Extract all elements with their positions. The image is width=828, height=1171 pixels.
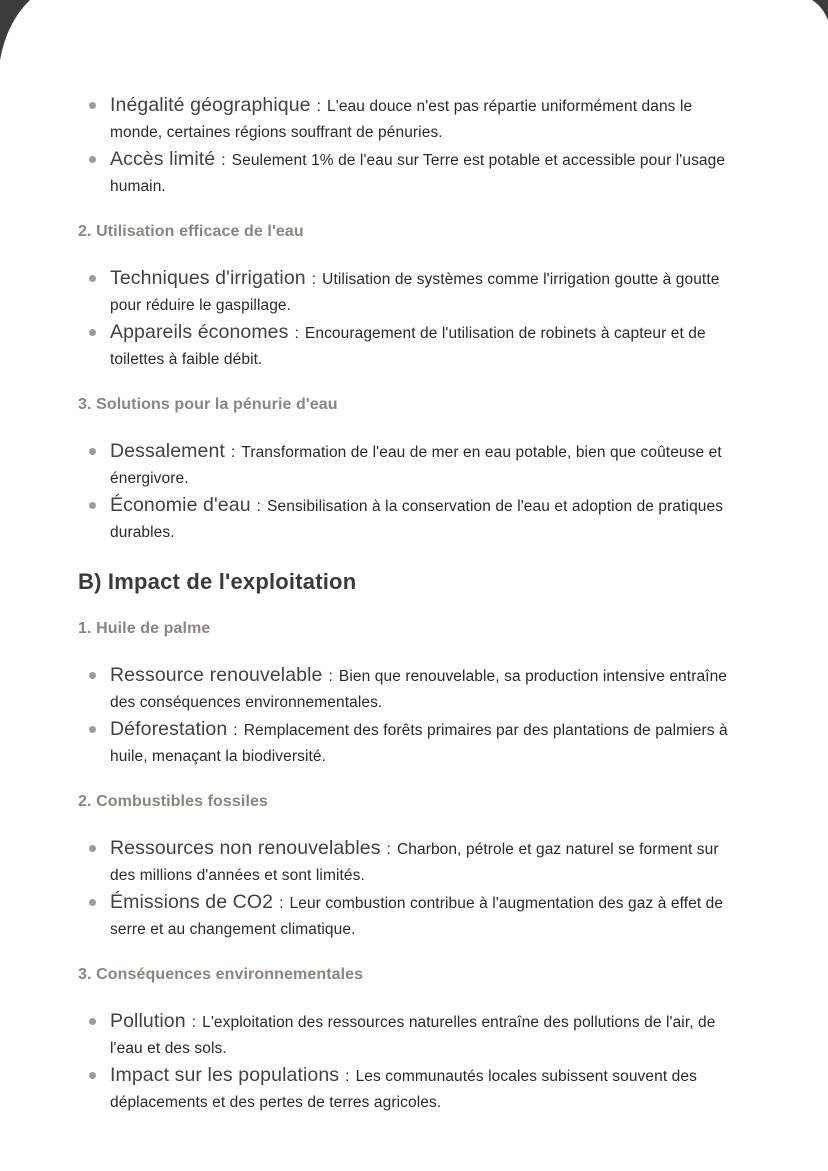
description: Utilisation de systèmes comme l'irrigation goutte à goutte pour réduire le gaspillage. <box>110 271 720 314</box>
separator: : <box>386 841 391 858</box>
list-item <box>78 492 742 546</box>
description: Leur combustion contribue à l'augmentation des gaz à effet de serre et au changement climatique. <box>110 895 724 938</box>
separator: : <box>294 325 299 342</box>
list-item <box>78 1062 742 1116</box>
separator: : <box>230 444 236 461</box>
page-corner-top-left-icon <box>0 0 30 60</box>
bullet-dot-icon <box>89 1018 96 1025</box>
term: Appareils économes <box>110 321 289 343</box>
description: Remplacement des forêts primaires par des plantations de palmiers à huile, menaçant la biodiversité. <box>110 722 728 765</box>
term: Ressources non renouvelables <box>110 837 381 859</box>
separator: : <box>233 722 238 739</box>
separator: : <box>256 498 262 515</box>
list-item <box>78 835 742 889</box>
bullet-dot-icon <box>89 329 96 336</box>
description: Charbon, pétrole et gaz naturel se forment sur des millions d'années et sont limités. <box>110 841 719 884</box>
page-corner-top-right-icon <box>812 0 828 20</box>
separator: : <box>279 895 284 912</box>
description: Les communautés locales subissent souvent des déplacements et des pertes de terres agricoles. <box>110 1068 697 1111</box>
separator: : <box>316 98 322 115</box>
list-item <box>78 1008 742 1062</box>
bullet-list-fossil-fuels <box>78 835 742 943</box>
list-item <box>78 662 742 716</box>
list-item <box>78 716 742 770</box>
subheading-solutions-penurie: 3. Solutions pour la pénurie d'eau <box>78 396 338 413</box>
subheading-consequences-environnementales: 3. Conséquences environnementales <box>78 966 364 983</box>
description: Encouragement de l'utilisation de robinets à capteur et de toilettes à faible débit. <box>110 325 706 368</box>
term: Techniques d'irrigation <box>110 267 306 289</box>
bullet-list-palm-oil <box>78 662 742 770</box>
bullet-dot-icon <box>89 448 96 455</box>
term: Dessalement <box>110 440 225 462</box>
list-item <box>78 92 742 146</box>
term: Accès limité <box>110 148 216 170</box>
bullet-dot-icon <box>89 672 96 679</box>
description: Seulement 1% de l'eau sur Terre est potable et accessible pour l'usage humain. <box>110 152 726 195</box>
bullet-dot-icon <box>89 502 96 509</box>
section-heading-impact-exploitation: B) Impact de l'exploitation <box>78 569 357 594</box>
list-item <box>78 319 742 373</box>
term: Impact sur les populations <box>110 1064 340 1086</box>
separator: : <box>221 152 226 169</box>
bullet-dot-icon <box>89 1072 96 1079</box>
separator: : <box>345 1068 350 1085</box>
description: L'exploitation des ressources naturelles entraîne des pollutions de l'air, de l'eau et des sols. <box>110 1014 716 1057</box>
separator: : <box>311 271 317 288</box>
term: Déforestation <box>110 718 228 740</box>
list-item <box>78 438 742 492</box>
term: Pollution <box>110 1010 186 1032</box>
term: Inégalité géographique <box>110 94 311 116</box>
list-item <box>78 889 742 943</box>
description: Transformation de l'eau de mer en eau potable, bien que coûteuse et énergivore. <box>110 444 722 487</box>
description: Bien que renouvelable, sa production intensive entraîne des conséquences environnementales. <box>110 668 728 711</box>
separator: : <box>328 668 333 685</box>
subheading-utilisation-efficace: 2. Utilisation efficace de l'eau <box>78 223 304 240</box>
bullet-list-scarcity-solutions <box>78 438 742 546</box>
subheading-huile-de-palme: 1. Huile de palme <box>78 620 211 637</box>
bullet-dot-icon <box>89 275 96 282</box>
bullet-list-efficient-use <box>78 265 742 373</box>
description: Sensibilisation à la conservation de l'eau et adoption de pratiques durables. <box>110 498 724 541</box>
list-item <box>78 146 742 200</box>
term: Ressource renouvelable <box>110 664 323 686</box>
separator: : <box>191 1014 197 1031</box>
term: Économie d'eau <box>110 494 251 516</box>
bullet-dot-icon <box>89 726 96 733</box>
bullet-dot-icon <box>89 102 96 109</box>
bullet-list-water-challenges <box>78 92 742 200</box>
bullet-dot-icon <box>89 156 96 163</box>
list-item <box>78 265 742 319</box>
description: L'eau douce n'est pas répartie uniformément dans le monde, certaines régions souffrant de pénuries. <box>110 98 693 141</box>
bullet-dot-icon <box>89 845 96 852</box>
bullet-dot-icon <box>89 899 96 906</box>
notes-content <box>78 92 742 1139</box>
bullet-list-environmental-consequences <box>78 1008 742 1116</box>
subheading-combustibles-fossiles: 2. Combustibles fossiles <box>78 793 269 810</box>
term: Émissions de CO2 <box>110 891 274 913</box>
